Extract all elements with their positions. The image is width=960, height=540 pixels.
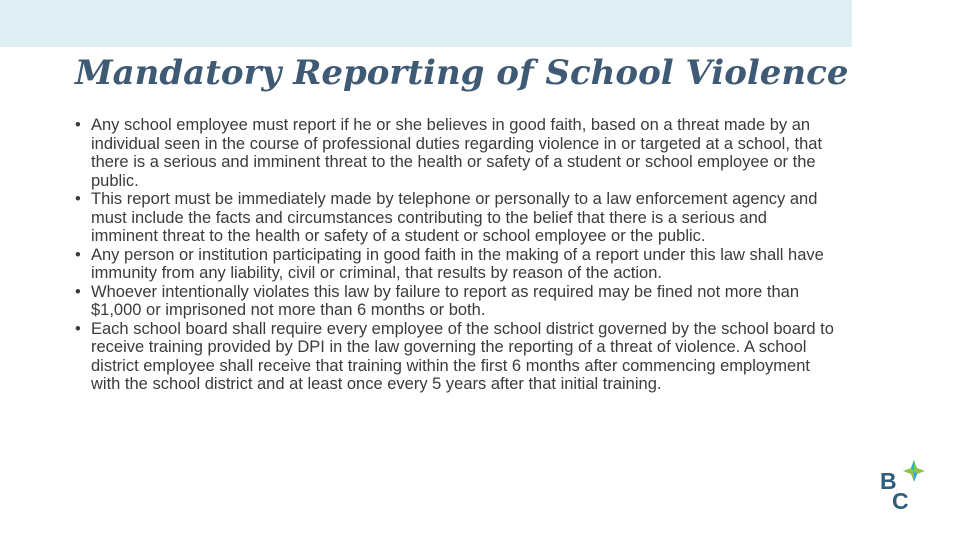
bullet-item: • Any school employee must report if he or she believes in good faith, based on a threat made by an individual seen in the course of professional duties regarding violence in or targeted at a school, that there is a serious and imminent threat to the health or safety of a student or school employee or the public. [75,116,835,190]
logo-letter-c: C [892,488,909,514]
slide-title: Mandatory Reporting of School Violence [75,53,849,93]
bullet-item: • This report must be immediately made by telephone or personally to a law enforcement agency and must include the facts and circumstances contributing to the belief that there is a serious and imminent threat to the health or safety of a student or school employee or the public. [75,190,835,246]
bc-logo [874,452,934,518]
header-band [0,0,852,47]
bullet-item: • Any person or institution participating in good faith in the making of a report under this law shall have immunity from any liability, civil or criminal, that results by reason of the action. [75,246,835,283]
sparkle-icon [903,460,925,482]
bullet-item: • Each school board shall require every employee of the school district governed by the school board to receive training provided by DPI in the law governing the reporting of a threat of violence. A school district employee shall receive that training within the first 6 months after commencing employment with the school district and at least once every 5 years after that initial training. [75,320,835,394]
bullet-list [75,116,835,394]
bullet-item: • Whoever intentionally violates this law by failure to report as required may be fined not more than $1,000 or imprisoned not more than 6 months or both. [75,283,835,320]
logo-letter-b: B [880,468,897,494]
